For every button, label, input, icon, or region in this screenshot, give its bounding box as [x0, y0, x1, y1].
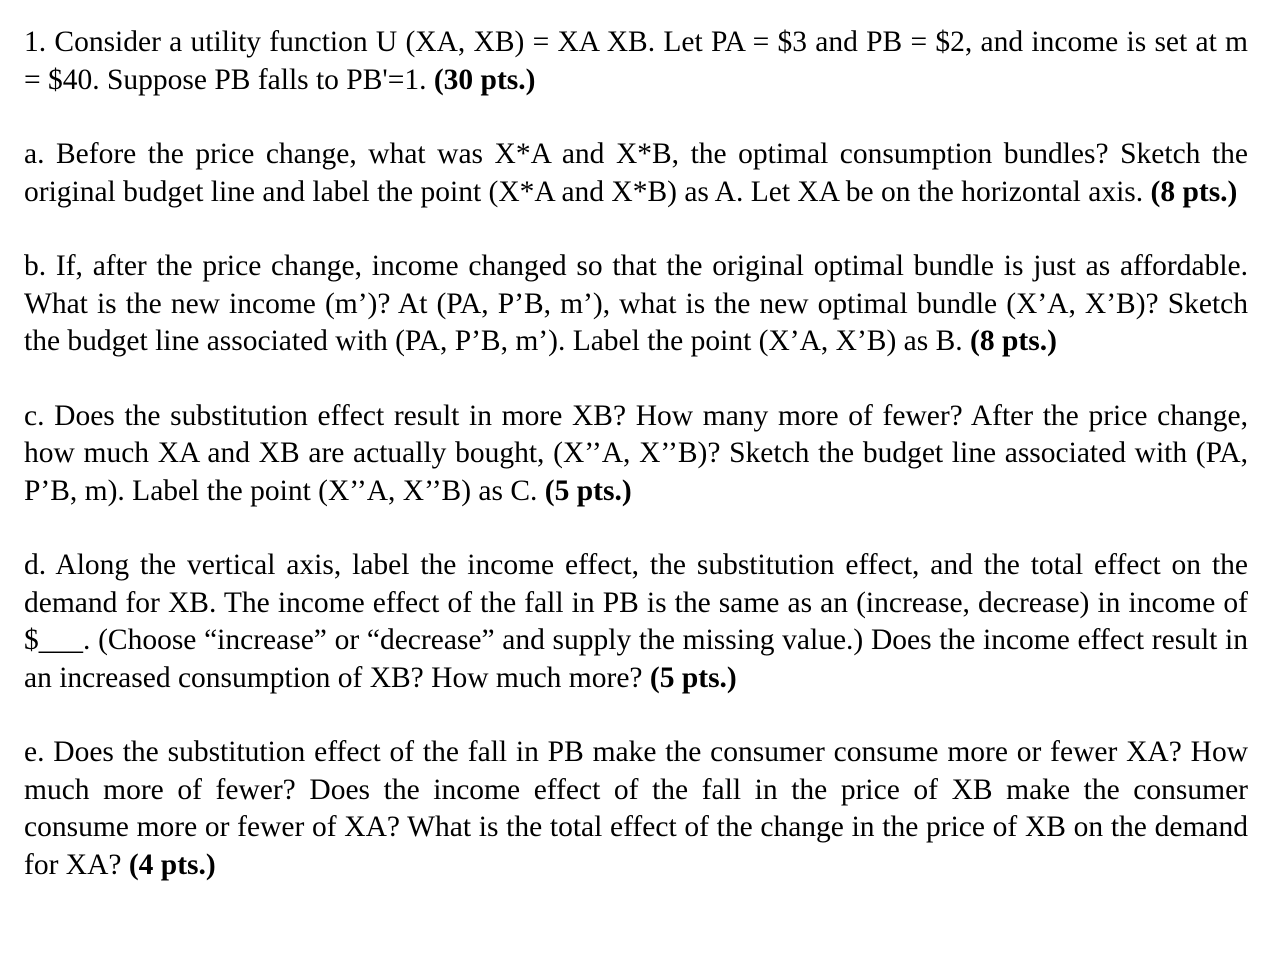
question-points: (5 pts.)	[649, 661, 737, 694]
question-text: 1. Consider a utility function U (XA, XB) = XA XB. Let PA = $3 and PB = $2, and income is set at m = $40. Suppose PB falls to PB'=1.	[24, 26, 1248, 96]
question-1a	[24, 136, 1248, 211]
question-text: a. Before the price change, what was X*A and X*B, the optimal consumption bundles? Sketch the original budget line and label the point (X*A and X*B) as A. Let XA be on the horizontal axis.	[24, 138, 1248, 208]
question-text: c. Does the substitution effect result in more XB? How many more of fewer? After the price change, how much XA and XB are actually bought, (X’’A, X’’B)? Sketch the budget line associated with (PA, P’B, m). Label the point (X’’A, X’’B) as C.	[24, 399, 1248, 507]
question-points: (8 pts.)	[970, 325, 1057, 357]
problem-document	[24, 24, 1248, 884]
question-1c	[24, 398, 1248, 511]
question-points: (4 pts.)	[128, 848, 216, 881]
question-points: (5 pts.)	[544, 474, 632, 507]
question-text: b. If, after the price change, income changed so that the original optimal bundle is just as affordable. What is the new income (m’)? At (PA, P’B, m’), what is the new optimal bundle (X’A, X’B)? Sketch the budget line associated with (PA, P’B, m’). Label the point (X’A, X’B) as B.	[24, 250, 1248, 357]
question-points: (30 pts.)	[433, 63, 536, 96]
question-points: (8 pts.)	[1150, 175, 1238, 208]
question-1	[24, 24, 1248, 99]
question-text: e. Does the substitution effect of the fall in PB make the consumer consume more or fewer XA? How much more of fewer? Does the income effect of the fall in the price of XB make the consumer consume more or fewer of XA? What is the total effect of the change in the price of XB on the demand for XA?	[24, 736, 1248, 881]
question-text: d. Along the vertical axis, label the income effect, the substitution effect, and the total effect on the demand for XB. The income effect of the fall in PB is the same as an (increase, decrease) in income of $___. (Choose “increase” or “decrease” and supply the missing value.) Does the income effect result in an increased consumption of XB? How much more?	[24, 549, 1248, 694]
question-1d	[24, 547, 1248, 697]
question-1e	[24, 734, 1248, 884]
question-1b	[24, 248, 1248, 361]
